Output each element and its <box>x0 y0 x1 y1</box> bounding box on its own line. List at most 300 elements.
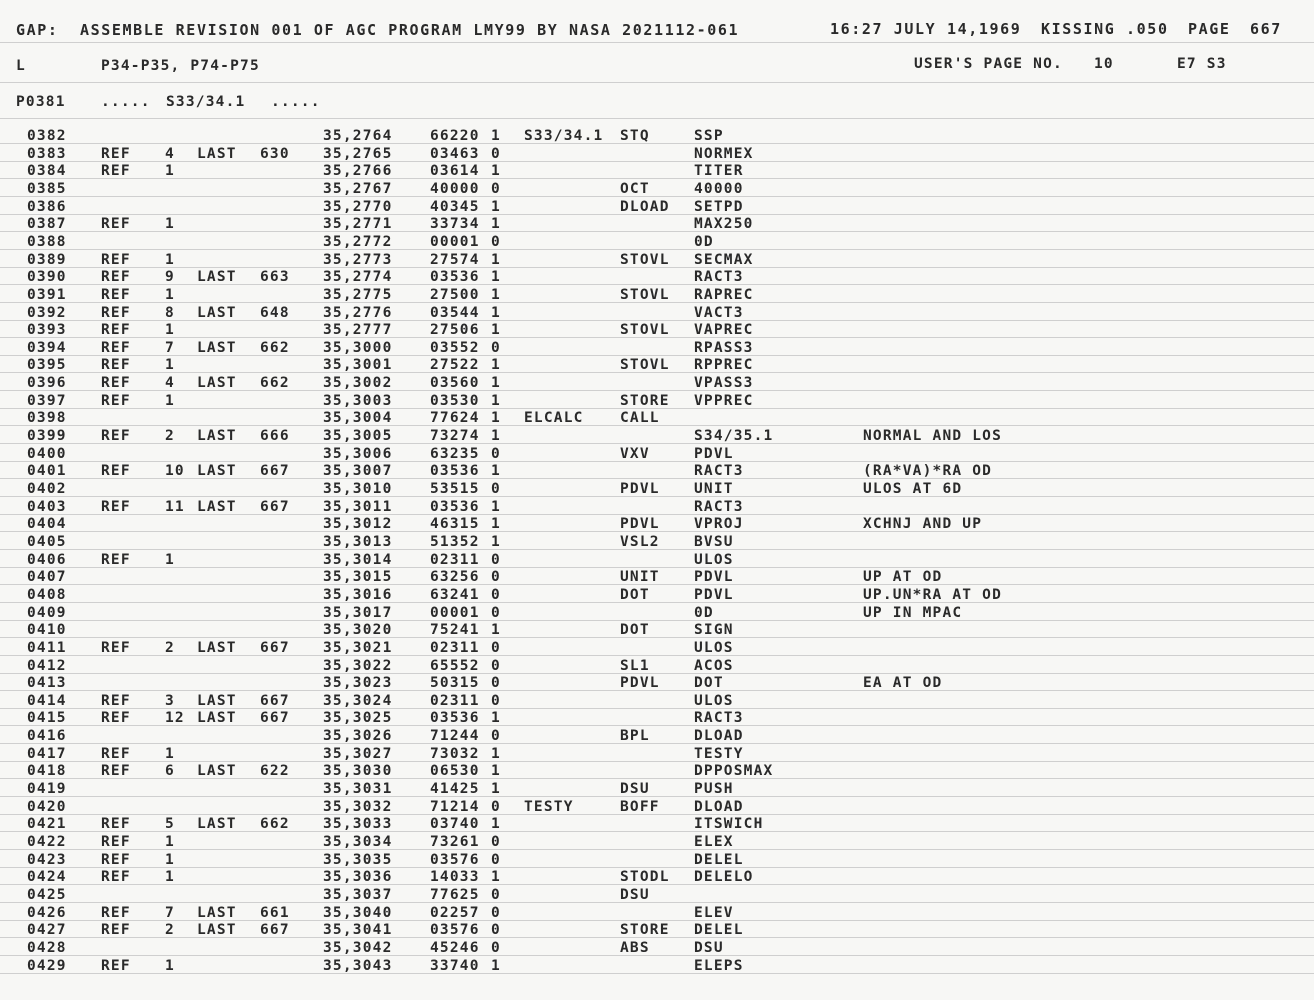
row-line: 0429 <box>27 958 67 974</box>
row-operand: DPPOSMAX <box>694 763 774 779</box>
row-bit: 1 <box>491 516 501 532</box>
row-operand: ACOS <box>694 658 734 674</box>
row-bit: 0 <box>491 887 501 903</box>
row-addr: 35,3012 <box>323 516 393 532</box>
row-ref: REF <box>101 357 131 373</box>
row-line: 0402 <box>27 481 67 497</box>
row-word: 02311 <box>430 640 480 656</box>
row-word: 75241 <box>430 622 480 638</box>
row-operand: VPASS3 <box>694 375 754 391</box>
row-cnt: 7 <box>165 905 175 921</box>
page-label: PAGE <box>1188 20 1231 38</box>
row-bit: 1 <box>491 128 501 144</box>
row-ref: REF <box>101 375 131 391</box>
row-operand: VACT3 <box>694 305 744 321</box>
row-ref: REF <box>101 269 131 285</box>
row-word: 50315 <box>430 675 480 691</box>
row-ref: REF <box>101 905 131 921</box>
row-addr: 35,3001 <box>323 357 393 373</box>
row-line: 0388 <box>27 234 67 250</box>
row-word: 41425 <box>430 781 480 797</box>
row-bit: 1 <box>491 199 501 215</box>
row-bit: 1 <box>491 534 501 550</box>
row-addr: 35,3024 <box>323 693 393 709</box>
row-addr: 35,3015 <box>323 569 393 585</box>
row-cnt: 6 <box>165 763 175 779</box>
row-op: STORE <box>620 393 670 409</box>
row-cnt: 1 <box>165 393 175 409</box>
row-word: 00001 <box>430 605 480 621</box>
row-bit: 1 <box>491 163 501 179</box>
row-word: 63256 <box>430 569 480 585</box>
row-addr: 35,3026 <box>323 728 393 744</box>
row-op: STOVL <box>620 287 670 303</box>
row-addr: 35,2772 <box>323 234 393 250</box>
row-operand: PDVL <box>694 569 734 585</box>
row-line: 0403 <box>27 499 67 515</box>
row-bit: 0 <box>491 552 501 568</box>
row-line: 0395 <box>27 357 67 373</box>
row-addr: 35,2765 <box>323 146 393 162</box>
row-line: 0415 <box>27 710 67 726</box>
row-operand: DSU <box>694 940 724 956</box>
row-line: 0413 <box>27 675 67 691</box>
ruled-line <box>0 637 1314 638</box>
row-operand: PUSH <box>694 781 734 797</box>
row-word: 33740 <box>430 958 480 974</box>
row-bit: 1 <box>491 622 501 638</box>
row-op: STOVL <box>620 357 670 373</box>
row-line: 0383 <box>27 146 67 162</box>
row-word: 03614 <box>430 163 480 179</box>
row-cnt: 12 <box>165 710 185 726</box>
row-lastn: 667 <box>260 463 290 479</box>
row-last: LAST <box>197 640 237 656</box>
row-operand: RACT3 <box>694 269 744 285</box>
row-word: 73032 <box>430 746 480 762</box>
row-line: 0414 <box>27 693 67 709</box>
row-lastn: 630 <box>260 146 290 162</box>
row-bit: 1 <box>491 428 501 444</box>
row-last: LAST <box>197 922 237 938</box>
row-label: S33/34.1 <box>524 128 604 144</box>
row-operand: TITER <box>694 163 744 179</box>
ruled-line <box>0 178 1314 179</box>
row-cnt: 2 <box>165 428 175 444</box>
row-bit: 0 <box>491 940 501 956</box>
row-operand: SECMAX <box>694 252 754 268</box>
row-word: 02257 <box>430 905 480 921</box>
row-word: 03536 <box>430 710 480 726</box>
row-op: PDVL <box>620 516 660 532</box>
row-line: 0394 <box>27 340 67 356</box>
row-word: 66220 <box>430 128 480 144</box>
row-line: 0412 <box>27 658 67 674</box>
row-word: 06530 <box>430 763 480 779</box>
row-operand: UNIT <box>694 481 734 497</box>
row-lastn: 667 <box>260 640 290 656</box>
row-line: 0385 <box>27 181 67 197</box>
row-line: 0398 <box>27 410 67 426</box>
row-operand: ULOS <box>694 693 734 709</box>
ruled-line <box>0 249 1314 250</box>
row-word: 63235 <box>430 446 480 462</box>
row-operand: DOT <box>694 675 724 691</box>
row-bit: 1 <box>491 816 501 832</box>
row-addr: 35,3014 <box>323 552 393 568</box>
row-line: 0419 <box>27 781 67 797</box>
row-label: TESTY <box>524 799 574 815</box>
row-word: 40345 <box>430 199 480 215</box>
ruled-line <box>0 42 1314 43</box>
section-title: S33/34.1 <box>166 94 246 110</box>
row-operand: ULOS <box>694 640 734 656</box>
row-cnt: 1 <box>165 252 175 268</box>
row-addr: 35,3000 <box>323 340 393 356</box>
row-line: 0397 <box>27 393 67 409</box>
row-bit: 0 <box>491 799 501 815</box>
row-op: STQ <box>620 128 650 144</box>
row-lastn: 662 <box>260 340 290 356</box>
row-addr: 35,2776 <box>323 305 393 321</box>
row-cnt: 1 <box>165 163 175 179</box>
row-bit: 1 <box>491 252 501 268</box>
row-addr: 35,3035 <box>323 852 393 868</box>
row-last: LAST <box>197 816 237 832</box>
row-addr: 35,3004 <box>323 410 393 426</box>
row-ref: REF <box>101 710 131 726</box>
row-line: 0387 <box>27 216 67 232</box>
page-number: 667 <box>1250 20 1282 38</box>
row-addr: 35,3027 <box>323 746 393 762</box>
row-line: 0390 <box>27 269 67 285</box>
row-bit: 0 <box>491 587 501 603</box>
row-addr: 35,2773 <box>323 252 393 268</box>
row-bit: 1 <box>491 357 501 373</box>
ruled-line <box>0 796 1314 797</box>
row-last: LAST <box>197 428 237 444</box>
row-last: LAST <box>197 763 237 779</box>
row-word: 45246 <box>430 940 480 956</box>
row-bit: 1 <box>491 375 501 391</box>
assembly-user: KISSING .050 <box>1041 20 1169 38</box>
program-pages: P34-P35, P74-P75 <box>101 58 260 74</box>
row-line: 0399 <box>27 428 67 444</box>
row-addr: 35,2775 <box>323 287 393 303</box>
row-operand: RACT3 <box>694 499 744 515</box>
row-addr: 35,3033 <box>323 816 393 832</box>
row-cnt: 4 <box>165 375 175 391</box>
row-op: DOT <box>620 587 650 603</box>
row-line: 0421 <box>27 816 67 832</box>
row-word: 46315 <box>430 516 480 532</box>
row-ref: REF <box>101 428 131 444</box>
row-operand: DELELO <box>694 869 754 885</box>
row-last: LAST <box>197 269 237 285</box>
row-operand: VAPREC <box>694 322 754 338</box>
row-op: DOT <box>620 622 650 638</box>
row-addr: 35,2764 <box>323 128 393 144</box>
row-ref: REF <box>101 463 131 479</box>
row-cnt: 8 <box>165 305 175 321</box>
row-cnt: 9 <box>165 269 175 285</box>
row-op: VXV <box>620 446 650 462</box>
row-word: 02311 <box>430 693 480 709</box>
row-ref: REF <box>101 322 131 338</box>
row-word: 03576 <box>430 852 480 868</box>
row-cnt: 3 <box>165 693 175 709</box>
row-line: 0424 <box>27 869 67 885</box>
ruled-line <box>0 743 1314 744</box>
row-cnt: 1 <box>165 869 175 885</box>
ruled-line <box>0 82 1314 83</box>
row-cnt: 1 <box>165 958 175 974</box>
row-word: 71244 <box>430 728 480 744</box>
row-word: 33734 <box>430 216 480 232</box>
row-word: 63241 <box>430 587 480 603</box>
row-line: 0404 <box>27 516 67 532</box>
ruled-line <box>0 196 1314 197</box>
row-bit: 1 <box>491 710 501 726</box>
assembly-title: ASSEMBLE REVISION 001 OF AGC PROGRAM LMY99 BY NASA 2021112-061 <box>80 21 740 39</box>
row-operand: DLOAD <box>694 799 744 815</box>
row-line: 0400 <box>27 446 67 462</box>
row-word: 77624 <box>430 410 480 426</box>
row-addr: 35,3023 <box>323 675 393 691</box>
row-operand: ELEPS <box>694 958 744 974</box>
row-addr: 35,3032 <box>323 799 393 815</box>
user-page-label: USER'S PAGE NO. <box>914 56 1063 72</box>
ruled-line <box>0 902 1314 903</box>
row-operand: ELEX <box>694 834 734 850</box>
row-addr: 35,2766 <box>323 163 393 179</box>
row-operand: ITSWICH <box>694 816 764 832</box>
row-bit: 1 <box>491 763 501 779</box>
row-bit: 1 <box>491 463 501 479</box>
row-addr: 35,3034 <box>323 834 393 850</box>
row-operand: RPASS3 <box>694 340 754 356</box>
section-leader: ..... <box>101 94 151 110</box>
row-line: 0409 <box>27 605 67 621</box>
row-ref: REF <box>101 958 131 974</box>
row-bit: 1 <box>491 287 501 303</box>
row-ref: REF <box>101 922 131 938</box>
row-operand: BVSU <box>694 534 734 550</box>
row-bit: 1 <box>491 781 501 797</box>
row-line: 0392 <box>27 305 67 321</box>
row-bit: 0 <box>491 658 501 674</box>
row-bit: 1 <box>491 499 501 515</box>
row-comment: UP AT OD <box>863 569 943 585</box>
row-word: 40000 <box>430 181 480 197</box>
row-addr: 35,3002 <box>323 375 393 391</box>
ruled-line <box>0 867 1314 868</box>
row-cnt: 2 <box>165 640 175 656</box>
row-bit: 0 <box>491 834 501 850</box>
row-addr: 35,3016 <box>323 587 393 603</box>
ruled-line <box>0 955 1314 956</box>
row-lastn: 667 <box>260 693 290 709</box>
row-comment: EA AT OD <box>863 675 943 691</box>
row-operand: SIGN <box>694 622 734 638</box>
row-ref: REF <box>101 287 131 303</box>
row-addr: 35,3030 <box>323 763 393 779</box>
row-bit: 0 <box>491 693 501 709</box>
row-bit: 0 <box>491 446 501 462</box>
row-operand: MAX250 <box>694 216 754 232</box>
ruled-line <box>0 461 1314 462</box>
row-ref: REF <box>101 146 131 162</box>
row-op: BOFF <box>620 799 660 815</box>
row-operand: RACT3 <box>694 463 744 479</box>
row-line: 0420 <box>27 799 67 815</box>
row-cnt: 4 <box>165 146 175 162</box>
row-word: 03576 <box>430 922 480 938</box>
row-ref: REF <box>101 852 131 868</box>
row-line: 0423 <box>27 852 67 868</box>
row-cnt: 1 <box>165 216 175 232</box>
row-word: 03560 <box>430 375 480 391</box>
row-ref: REF <box>101 693 131 709</box>
row-line: 0389 <box>27 252 67 268</box>
ruled-line <box>0 620 1314 621</box>
row-bit: 0 <box>491 234 501 250</box>
row-operand: SSP <box>694 128 724 144</box>
row-addr: 35,2771 <box>323 216 393 232</box>
row-line: 0410 <box>27 622 67 638</box>
row-ref: REF <box>101 305 131 321</box>
row-addr: 35,3040 <box>323 905 393 921</box>
row-word: 77625 <box>430 887 480 903</box>
row-lastn: 663 <box>260 269 290 285</box>
row-addr: 35,2774 <box>323 269 393 285</box>
row-addr: 35,3010 <box>323 481 393 497</box>
row-operand: VPROJ <box>694 516 744 532</box>
row-addr: 35,3042 <box>323 940 393 956</box>
row-addr: 35,3005 <box>323 428 393 444</box>
row-operand: NORMEX <box>694 146 754 162</box>
row-bit: 1 <box>491 410 501 426</box>
ruled-line <box>0 231 1314 232</box>
row-op: SL1 <box>620 658 650 674</box>
row-word: 27500 <box>430 287 480 303</box>
row-bit: 1 <box>491 869 501 885</box>
row-lastn: 667 <box>260 922 290 938</box>
row-ref: REF <box>101 763 131 779</box>
row-op: OCT <box>620 181 650 197</box>
row-operand: VPPREC <box>694 393 754 409</box>
row-cnt: 1 <box>165 552 175 568</box>
row-bit: 0 <box>491 640 501 656</box>
row-addr: 35,2767 <box>323 181 393 197</box>
row-bit: 0 <box>491 569 501 585</box>
row-comment: UP.UN*RA AT OD <box>863 587 1003 603</box>
row-lastn: 661 <box>260 905 290 921</box>
row-bit: 0 <box>491 852 501 868</box>
row-operand: DELEL <box>694 852 744 868</box>
row-ref: REF <box>101 869 131 885</box>
row-line: 0422 <box>27 834 67 850</box>
row-line: 0418 <box>27 763 67 779</box>
row-bit: 0 <box>491 340 501 356</box>
row-bit: 0 <box>491 181 501 197</box>
row-word: 02311 <box>430 552 480 568</box>
row-comment: XCHNJ AND UP <box>863 516 983 532</box>
row-op: VSL2 <box>620 534 660 550</box>
row-addr: 35,3031 <box>323 781 393 797</box>
row-operand: ELEV <box>694 905 734 921</box>
row-word: 14033 <box>430 869 480 885</box>
row-addr: 35,3025 <box>323 710 393 726</box>
row-word: 03740 <box>430 816 480 832</box>
row-line: 0427 <box>27 922 67 938</box>
row-line: 0408 <box>27 587 67 603</box>
ruled-line <box>0 143 1314 144</box>
row-op: DSU <box>620 887 650 903</box>
row-ref: REF <box>101 746 131 762</box>
row-line: 0428 <box>27 940 67 956</box>
section-line-number: P0381 <box>16 94 66 110</box>
row-bit: 0 <box>491 905 501 921</box>
row-op: DSU <box>620 781 650 797</box>
row-cnt: 5 <box>165 816 175 832</box>
row-word: 27574 <box>430 252 480 268</box>
row-line: 0406 <box>27 552 67 568</box>
row-operand: RPPREC <box>694 357 754 373</box>
row-addr: 35,3022 <box>323 658 393 674</box>
row-bit: 1 <box>491 746 501 762</box>
row-addr: 35,3020 <box>323 622 393 638</box>
row-cnt: 10 <box>165 463 185 479</box>
row-word: 03544 <box>430 305 480 321</box>
row-line: 0426 <box>27 905 67 921</box>
row-word: 73261 <box>430 834 480 850</box>
row-last: LAST <box>197 375 237 391</box>
row-last: LAST <box>197 499 237 515</box>
row-line: 0401 <box>27 463 67 479</box>
row-addr: 35,3007 <box>323 463 393 479</box>
row-cnt: 1 <box>165 287 175 303</box>
row-addr: 35,3021 <box>323 640 393 656</box>
row-word: 03463 <box>430 146 480 162</box>
row-line: 0386 <box>27 199 67 215</box>
row-addr: 35,2777 <box>323 322 393 338</box>
row-bit: 0 <box>491 675 501 691</box>
row-lastn: 622 <box>260 763 290 779</box>
row-operand: TESTY <box>694 746 744 762</box>
row-line: 0405 <box>27 534 67 550</box>
row-word: 27522 <box>430 357 480 373</box>
row-cnt: 1 <box>165 357 175 373</box>
row-addr: 35,3011 <box>323 499 393 515</box>
row-word: 51352 <box>430 534 480 550</box>
row-line: 0382 <box>27 128 67 144</box>
row-op: STOVL <box>620 252 670 268</box>
row-cnt: 1 <box>165 746 175 762</box>
row-bit: 0 <box>491 481 501 497</box>
row-op: STORE <box>620 922 670 938</box>
row-cnt: 1 <box>165 852 175 868</box>
row-operand: 40000 <box>694 181 744 197</box>
section-trailer: ..... <box>271 94 321 110</box>
row-last: LAST <box>197 305 237 321</box>
row-word: 27506 <box>430 322 480 338</box>
row-bit: 1 <box>491 216 501 232</box>
row-ref: REF <box>101 252 131 268</box>
row-ref: REF <box>101 163 131 179</box>
row-operand: DELEL <box>694 922 744 938</box>
row-bit: 0 <box>491 728 501 744</box>
